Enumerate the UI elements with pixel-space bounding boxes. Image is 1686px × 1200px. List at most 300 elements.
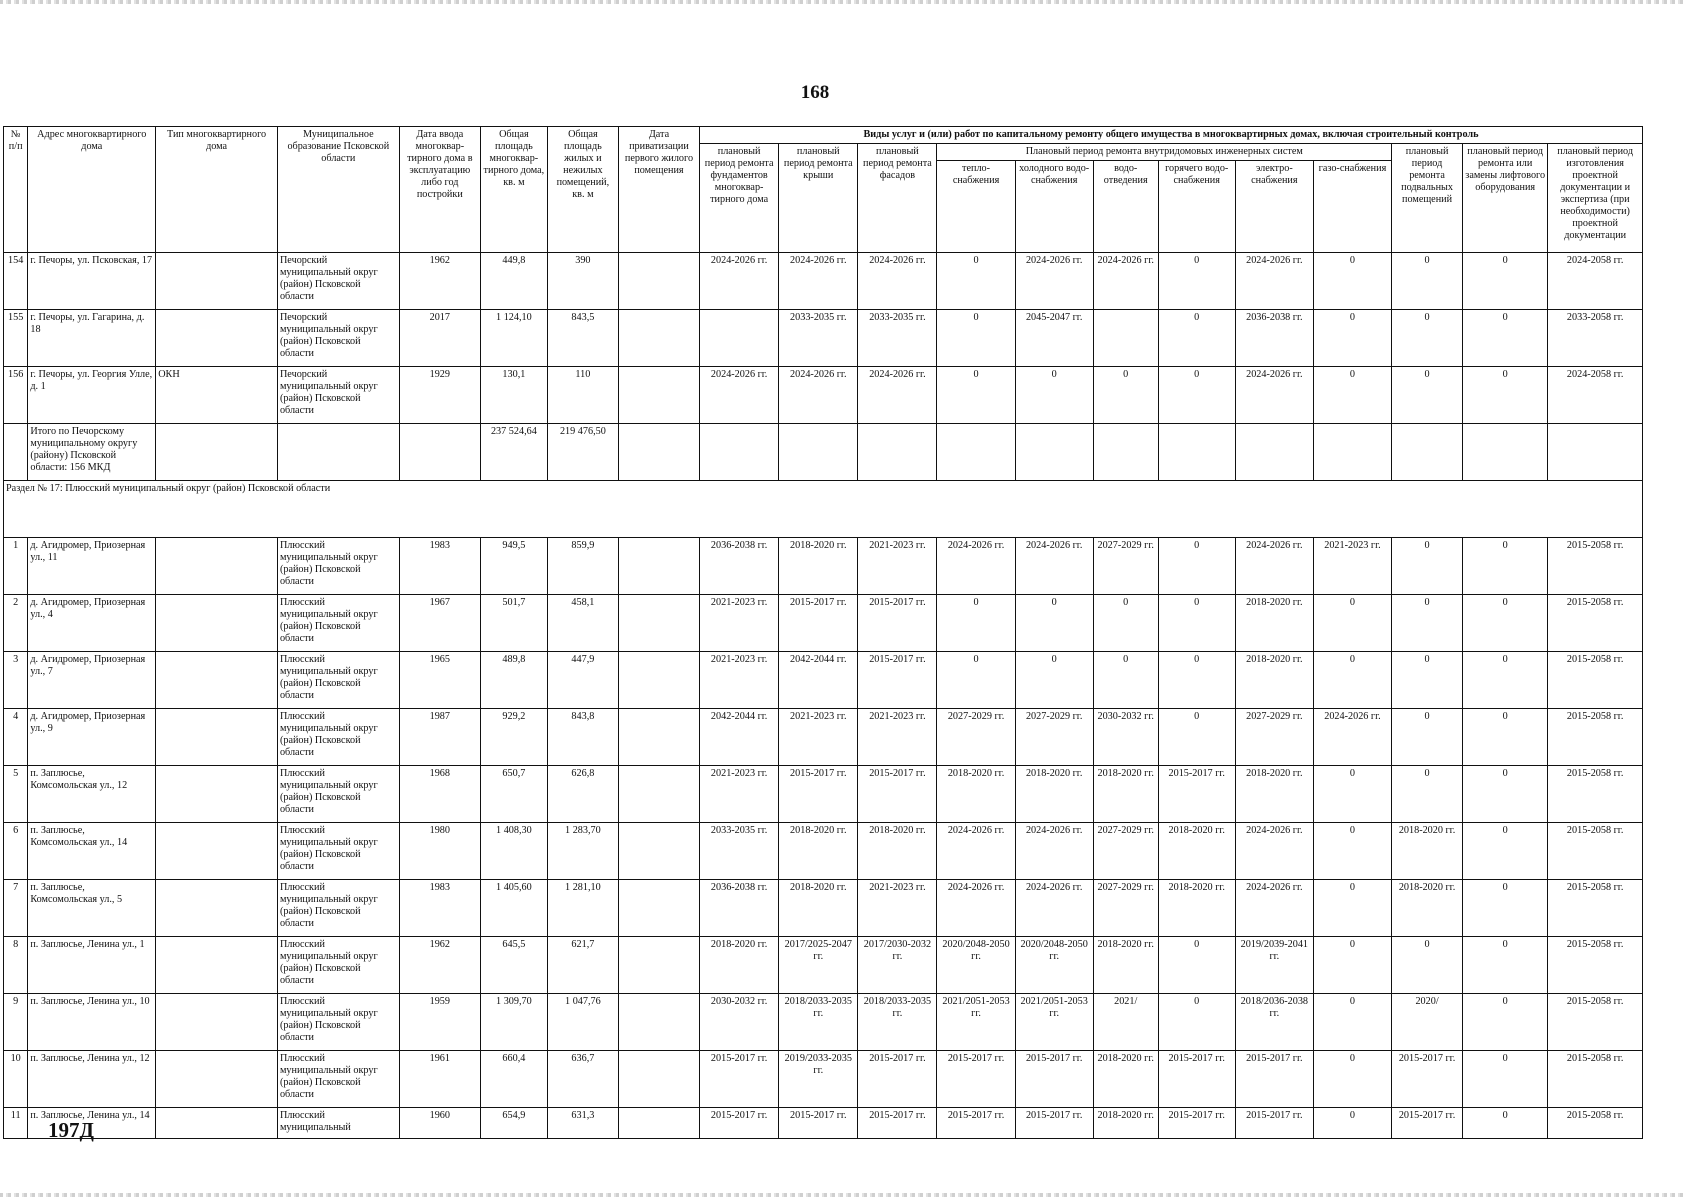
cell-lift: 0 [1463, 1051, 1548, 1108]
cell-lift: 0 [1463, 595, 1548, 652]
cell-lift: 0 [1463, 823, 1548, 880]
cell-heat: 0 [937, 310, 1015, 367]
table-header [4, 127, 1643, 253]
cell-cold-water: 2020/2048-2050 гг. [1015, 937, 1093, 994]
cell-facade: 2015-2017 гг. [858, 1051, 937, 1108]
total-empty-cell [858, 424, 937, 481]
cell-living-area: 1 283,70 [547, 823, 618, 880]
scan-edge-top [0, 0, 1686, 4]
header-total-area: Общая площадь многоквар-тирного дома, кв. м [480, 127, 547, 253]
cell-total-area: 949,5 [480, 538, 547, 595]
cell-roof: 2018-2020 гг. [779, 823, 858, 880]
cell-privatization [618, 880, 699, 937]
cell-type: ОКН [156, 367, 278, 424]
cell-gas: 2024-2026 гг. [1313, 709, 1391, 766]
cell-living-area: 631,3 [547, 1108, 618, 1139]
cell-year: 1965 [399, 652, 480, 709]
cell-municipality: Печорский муниципальный округ (район) Псковской области [277, 310, 399, 367]
cell-cold-water: 0 [1015, 595, 1093, 652]
cell-num: 2 [4, 595, 28, 652]
cell-docs: 2015-2058 гг. [1548, 823, 1643, 880]
cell-electric: 2024-2026 гг. [1235, 538, 1313, 595]
cell-cold-water: 2024-2026 гг. [1015, 880, 1093, 937]
cell-type [156, 766, 278, 823]
cell-foundation [700, 310, 779, 367]
cell-facade: 2015-2017 гг. [858, 1108, 937, 1139]
cell-roof: 2015-2017 гг. [779, 595, 858, 652]
cell-year: 1983 [399, 880, 480, 937]
cell-privatization [618, 823, 699, 880]
cell-electric: 2027-2029 гг. [1235, 709, 1313, 766]
cell-heat: 0 [937, 595, 1015, 652]
cell-lift: 0 [1463, 937, 1548, 994]
cell-electric: 2024-2026 гг. [1235, 880, 1313, 937]
cell-total-area: 1 309,70 [480, 994, 547, 1051]
cell-living-area: 626,8 [547, 766, 618, 823]
cell-type [156, 310, 278, 367]
cell-year: 2017 [399, 310, 480, 367]
cell-foundation: 2030-2032 гг. [700, 994, 779, 1051]
cell-year: 1959 [399, 994, 480, 1051]
cell-living-area: 458,1 [547, 595, 618, 652]
cell-address: д. Агидромер, Приозерная ул., 7 [28, 652, 156, 709]
cell-docs: 2015-2058 гг. [1548, 766, 1643, 823]
cell-electric: 2015-2017 гг. [1235, 1051, 1313, 1108]
cell-facade: 2017/2030-2032 гг. [858, 937, 937, 994]
header-basement: плановый период ремонта подвальных помещений [1392, 144, 1463, 253]
cell-electric: 2018-2020 гг. [1235, 595, 1313, 652]
cell-type [156, 1108, 278, 1139]
cell-num: 156 [4, 367, 28, 424]
cell-gas: 0 [1313, 652, 1391, 709]
total-empty-cell [937, 424, 1015, 481]
cell-roof: 2021-2023 гг. [779, 709, 858, 766]
cell-sewer [1093, 310, 1158, 367]
cell-address: п. Заплюсье, Комсомольская ул., 5 [28, 880, 156, 937]
cell-hot-water: 0 [1158, 652, 1235, 709]
cell-cold-water: 2045-2047 гг. [1015, 310, 1093, 367]
cell-docs: 2015-2058 гг. [1548, 709, 1643, 766]
cell-living-area: 110 [547, 367, 618, 424]
total-empty-cell [1313, 424, 1391, 481]
cell-electric: 2018-2020 гг. [1235, 652, 1313, 709]
cell-foundation: 2036-2038 гг. [700, 538, 779, 595]
cell-gas: 0 [1313, 880, 1391, 937]
cell-num: 1 [4, 538, 28, 595]
cell-facade: 2015-2017 гг. [858, 595, 937, 652]
cell-facade: 2015-2017 гг. [858, 652, 937, 709]
cell-year: 1961 [399, 1051, 480, 1108]
total-row [4, 424, 1643, 481]
cell-basement: 0 [1392, 937, 1463, 994]
cell-privatization [618, 310, 699, 367]
cell-year: 1968 [399, 766, 480, 823]
cell-docs: 2015-2058 гг. [1548, 538, 1643, 595]
table-total-section [4, 424, 1643, 538]
cell-address: д. Агидромер, Приозерная ул., 11 [28, 538, 156, 595]
cell-total-area: 650,7 [480, 766, 547, 823]
cell-roof: 2033-2035 гг. [779, 310, 858, 367]
table-body-pechory [4, 253, 1643, 424]
cell-municipality: Плюсский муниципальный округ (район) Псковской области [277, 595, 399, 652]
cell-municipality: Плюсский муниципальный округ (район) Псковской области [277, 652, 399, 709]
total-empty-cell [1392, 424, 1463, 481]
cell-hot-water: 0 [1158, 994, 1235, 1051]
table-row [4, 253, 1643, 310]
cell-total-area: 130,1 [480, 367, 547, 424]
table-row [4, 766, 1643, 823]
cell-hot-water: 2015-2017 гг. [1158, 1108, 1235, 1139]
table-row [4, 538, 1643, 595]
total-num-cell [4, 424, 28, 481]
total-empty-cell [277, 424, 399, 481]
cell-heat: 0 [937, 253, 1015, 310]
section-title: Раздел № 17: Плюсский муниципальный округ (район) Псковской области [4, 481, 1643, 538]
header-year: Дата ввода многоквар-тирного дома в эксплуатацию либо год постройки [399, 127, 480, 253]
cell-hot-water: 0 [1158, 253, 1235, 310]
total-empty-cell [1093, 424, 1158, 481]
cell-sewer: 2030-2032 гг. [1093, 709, 1158, 766]
cell-electric: 2015-2017 гг. [1235, 1108, 1313, 1139]
cell-facade: 2021-2023 гг. [858, 538, 937, 595]
cell-sewer: 2024-2026 гг. [1093, 253, 1158, 310]
cell-living-area: 1 047,76 [547, 994, 618, 1051]
table-body-plyussa [4, 538, 1643, 1139]
cell-basement: 2015-2017 гг. [1392, 1108, 1463, 1139]
total-empty-cell [1463, 424, 1548, 481]
cell-hot-water: 0 [1158, 937, 1235, 994]
cell-foundation: 2024-2026 гг. [700, 367, 779, 424]
cell-sewer: 2018-2020 гг. [1093, 1051, 1158, 1108]
cell-basement: 2018-2020 гг. [1392, 823, 1463, 880]
cell-living-area: 1 281,10 [547, 880, 618, 937]
cell-year: 1962 [399, 937, 480, 994]
cell-roof: 2018-2020 гг. [779, 538, 858, 595]
cell-gas: 0 [1313, 1051, 1391, 1108]
section-title-row [4, 481, 1643, 538]
header-municipality: Муниципальное образование Псковской области [277, 127, 399, 253]
cell-foundation: 2015-2017 гг. [700, 1051, 779, 1108]
cell-municipality: Плюсский муниципальный округ (район) Псковской области [277, 1051, 399, 1108]
cell-gas: 0 [1313, 994, 1391, 1051]
cell-address: п. Заплюсье, Ленина ул., 1 [28, 937, 156, 994]
cell-hot-water: 0 [1158, 367, 1235, 424]
cell-num: 3 [4, 652, 28, 709]
cell-cold-water: 2021/2051-2053 гг. [1015, 994, 1093, 1051]
cell-electric: 2024-2026 гг. [1235, 253, 1313, 310]
total-empty-cell [779, 424, 858, 481]
cell-electric: 2018/2036-2038 гг. [1235, 994, 1313, 1051]
cell-gas: 0 [1313, 766, 1391, 823]
header-hot-water: горячего водо-снабжения [1158, 161, 1235, 253]
header-docs: плановый период изготовления проектной документации и экспертиза (при необходимости) проектной документации [1548, 144, 1643, 253]
cell-roof: 2015-2017 гг. [779, 1108, 858, 1139]
cell-facade: 2033-2035 гг. [858, 310, 937, 367]
cell-lift: 0 [1463, 1108, 1548, 1139]
cell-year: 1983 [399, 538, 480, 595]
cell-num: 4 [4, 709, 28, 766]
header-type: Тип многоквартирного дома [156, 127, 278, 253]
table-row [4, 880, 1643, 937]
cell-municipality: Плюсский муниципальный округ (район) Псковской области [277, 538, 399, 595]
cell-num: 155 [4, 310, 28, 367]
header-num: № п/п [4, 127, 28, 253]
cell-address: п. Заплюсье, Комсомольская ул., 12 [28, 766, 156, 823]
cell-hot-water: 2018-2020 гг. [1158, 823, 1235, 880]
cell-living-area: 390 [547, 253, 618, 310]
cell-electric: 2024-2026 гг. [1235, 823, 1313, 880]
cell-type [156, 1051, 278, 1108]
cell-docs: 2015-2058 гг. [1548, 880, 1643, 937]
header-living-area: Общая площадь жилых и нежилых помещений, кв. м [547, 127, 618, 253]
table-row [4, 709, 1643, 766]
cell-cold-water: 0 [1015, 652, 1093, 709]
cell-foundation: 2033-2035 гг. [700, 823, 779, 880]
cell-docs: 2015-2058 гг. [1548, 994, 1643, 1051]
cell-privatization [618, 652, 699, 709]
cell-roof: 2017/2025-2047 гг. [779, 937, 858, 994]
cell-basement: 2018-2020 гг. [1392, 880, 1463, 937]
cell-heat: 2024-2026 гг. [937, 538, 1015, 595]
cell-roof: 2019/2033-2035 гг. [779, 1051, 858, 1108]
cell-gas: 0 [1313, 1108, 1391, 1139]
total-empty-cell [156, 424, 278, 481]
cell-num: 11 [4, 1108, 28, 1139]
cell-heat: 2020/2048-2050 гг. [937, 937, 1015, 994]
cell-lift: 0 [1463, 538, 1548, 595]
cell-municipality: Плюсский муниципальный округ (район) Псковской области [277, 823, 399, 880]
total-empty-cell [1548, 424, 1643, 481]
cell-type [156, 880, 278, 937]
cell-sewer: 0 [1093, 367, 1158, 424]
cell-cold-water: 2024-2026 гг. [1015, 253, 1093, 310]
cell-docs: 2015-2058 гг. [1548, 1108, 1643, 1139]
cell-basement: 2020/ [1392, 994, 1463, 1051]
cell-basement: 0 [1392, 538, 1463, 595]
header-cold-water: холодного водо-снабжения [1015, 161, 1093, 253]
cell-sewer: 0 [1093, 652, 1158, 709]
cell-cold-water: 2018-2020 гг. [1015, 766, 1093, 823]
cell-facade: 2021-2023 гг. [858, 880, 937, 937]
cell-cold-water: 2024-2026 гг. [1015, 538, 1093, 595]
cell-electric: 2024-2026 гг. [1235, 367, 1313, 424]
cell-electric: 2036-2038 гг. [1235, 310, 1313, 367]
cell-num: 6 [4, 823, 28, 880]
cell-hot-water: 2018-2020 гг. [1158, 880, 1235, 937]
cell-year: 1960 [399, 1108, 480, 1139]
cell-sewer: 0 [1093, 595, 1158, 652]
page-number: 168 [800, 82, 830, 103]
cell-facade: 2018/2033-2035 гг. [858, 994, 937, 1051]
cell-municipality: Плюсский муниципальный округ (район) Псковской области [277, 880, 399, 937]
table-row [4, 823, 1643, 880]
cell-total-area: 1 408,30 [480, 823, 547, 880]
cell-gas: 0 [1313, 367, 1391, 424]
cell-hot-water: 2015-2017 гг. [1158, 766, 1235, 823]
cell-hot-water: 0 [1158, 595, 1235, 652]
header-sewer: водо-отведения [1093, 161, 1158, 253]
cell-facade: 2021-2023 гг. [858, 709, 937, 766]
cell-roof: 2024-2026 гг. [779, 367, 858, 424]
cell-year: 1962 [399, 253, 480, 310]
cell-total-area: 501,7 [480, 595, 547, 652]
cell-type [156, 538, 278, 595]
cell-foundation: 2018-2020 гг. [700, 937, 779, 994]
cell-municipality: Плюсский муниципальный округ (район) Псковской области [277, 766, 399, 823]
total-empty-cell [399, 424, 480, 481]
header-roof: плановый период ремонта крыши [779, 144, 858, 253]
table-row [4, 310, 1643, 367]
total-empty-cell [1015, 424, 1093, 481]
cell-address: г. Печоры, ул. Гагарина, д. 18 [28, 310, 156, 367]
cell-cold-water: 2015-2017 гг. [1015, 1051, 1093, 1108]
cell-num: 7 [4, 880, 28, 937]
cell-living-area: 447,9 [547, 652, 618, 709]
scan-edge-bottom [0, 1193, 1686, 1197]
cell-type [156, 823, 278, 880]
cell-gas: 0 [1313, 595, 1391, 652]
cell-foundation: 2021-2023 гг. [700, 595, 779, 652]
cell-foundation: 2042-2044 гг. [700, 709, 779, 766]
cell-lift: 0 [1463, 709, 1548, 766]
cell-lift: 0 [1463, 766, 1548, 823]
cell-lift: 0 [1463, 253, 1548, 310]
cell-hot-water: 2015-2017 гг. [1158, 1051, 1235, 1108]
cell-lift: 0 [1463, 367, 1548, 424]
cell-roof: 2015-2017 гг. [779, 766, 858, 823]
cell-num: 10 [4, 1051, 28, 1108]
cell-total-area: 489,8 [480, 652, 547, 709]
header-foundation: плановый период ремонта фундаментов многоквар-тирного дома [700, 144, 779, 253]
cell-privatization [618, 595, 699, 652]
cell-total-area: 645,5 [480, 937, 547, 994]
cell-gas: 0 [1313, 253, 1391, 310]
header-electric: электро-снабжения [1235, 161, 1313, 253]
cell-cold-water: 2027-2029 гг. [1015, 709, 1093, 766]
cell-cold-water: 2015-2017 гг. [1015, 1108, 1093, 1139]
cell-year: 1967 [399, 595, 480, 652]
cell-gas: 2021-2023 гг. [1313, 538, 1391, 595]
cell-heat: 2021/2051-2053 гг. [937, 994, 1015, 1051]
cell-municipality: Печорский муниципальный округ (район) Псковской области [277, 253, 399, 310]
cell-num: 154 [4, 253, 28, 310]
cell-type [156, 595, 278, 652]
cell-type [156, 937, 278, 994]
cell-foundation: 2015-2017 гг. [700, 1108, 779, 1139]
total-empty-cell [700, 424, 779, 481]
table-row [4, 1108, 1643, 1139]
cell-docs: 2024-2058 гг. [1548, 253, 1643, 310]
cell-privatization [618, 253, 699, 310]
cell-roof: 2042-2044 гг. [779, 652, 858, 709]
cell-sewer: 2021/ [1093, 994, 1158, 1051]
cell-foundation: 2021-2023 гг. [700, 766, 779, 823]
cell-privatization [618, 1051, 699, 1108]
table-row [4, 994, 1643, 1051]
cell-address: п. Заплюсье, Ленина ул., 12 [28, 1051, 156, 1108]
cell-num: 8 [4, 937, 28, 994]
header-address: Адрес многоквартирного дома [28, 127, 156, 253]
cell-type [156, 253, 278, 310]
cell-privatization [618, 766, 699, 823]
cell-docs: 2015-2058 гг. [1548, 595, 1643, 652]
cell-foundation: 2024-2026 гг. [700, 253, 779, 310]
cell-heat: 2024-2026 гг. [937, 823, 1015, 880]
cell-facade: 2018-2020 гг. [858, 823, 937, 880]
cell-basement: 2015-2017 гг. [1392, 1051, 1463, 1108]
cell-lift: 0 [1463, 994, 1548, 1051]
cell-basement: 0 [1392, 253, 1463, 310]
cell-year: 1980 [399, 823, 480, 880]
cell-heat: 2015-2017 гг. [937, 1051, 1015, 1108]
cell-sewer: 2027-2029 гг. [1093, 880, 1158, 937]
cell-electric: 2018-2020 гг. [1235, 766, 1313, 823]
header-privatization: Дата приватизации первого жилого помещения [618, 127, 699, 253]
cell-num: 9 [4, 994, 28, 1051]
cell-privatization [618, 367, 699, 424]
total-empty-cell [1235, 424, 1313, 481]
cell-facade: 2015-2017 гг. [858, 766, 937, 823]
cell-sewer: 2027-2029 гг. [1093, 823, 1158, 880]
cell-hot-water: 0 [1158, 709, 1235, 766]
cell-docs: 2015-2058 гг. [1548, 652, 1643, 709]
table-row [4, 595, 1643, 652]
cell-address: г. Печоры, ул. Псковская, 17 [28, 253, 156, 310]
cell-total-area: 660,4 [480, 1051, 547, 1108]
cell-address: п. Заплюсье, Ленина ул., 14 [28, 1108, 156, 1139]
cell-facade: 2024-2026 гг. [858, 367, 937, 424]
cell-gas: 0 [1313, 937, 1391, 994]
cell-total-area: 1 124,10 [480, 310, 547, 367]
cell-cold-water: 0 [1015, 367, 1093, 424]
cell-heat: 2015-2017 гг. [937, 1108, 1015, 1139]
cell-address: д. Агидромер, Приозерная ул., 4 [28, 595, 156, 652]
cell-hot-water: 0 [1158, 310, 1235, 367]
cell-basement: 0 [1392, 709, 1463, 766]
total-label: Итого по Печорскому муниципальному округу (району) Псковской области: 156 МКД [28, 424, 156, 481]
cell-basement: 0 [1392, 766, 1463, 823]
cell-privatization [618, 937, 699, 994]
cell-num: 5 [4, 766, 28, 823]
header-facade: плановый период ремонта фасадов [858, 144, 937, 253]
cell-type [156, 652, 278, 709]
header-lift: плановый период ремонта или замены лифтового оборудования [1463, 144, 1548, 253]
cell-docs: 2033-2058 гг. [1548, 310, 1643, 367]
cell-gas: 0 [1313, 310, 1391, 367]
cell-lift: 0 [1463, 652, 1548, 709]
cell-gas: 0 [1313, 823, 1391, 880]
cell-foundation: 2036-2038 гг. [700, 880, 779, 937]
cell-municipality: Плюсский муниципальный округ (район) Псковской области [277, 937, 399, 994]
cell-sewer: 2018-2020 гг. [1093, 1108, 1158, 1139]
cell-electric: 2019/2039-2041 гг. [1235, 937, 1313, 994]
cell-type [156, 994, 278, 1051]
cell-docs: 2015-2058 гг. [1548, 1051, 1643, 1108]
document-code: 197Д [48, 1118, 94, 1142]
cell-sewer: 2018-2020 гг. [1093, 766, 1158, 823]
cell-living-area: 636,7 [547, 1051, 618, 1108]
total-empty-cell [618, 424, 699, 481]
cell-privatization [618, 1108, 699, 1139]
cell-total-area: 449,8 [480, 253, 547, 310]
cell-basement: 0 [1392, 652, 1463, 709]
capital-repair-table [3, 126, 1643, 1139]
header-engineering-systems: Плановый период ремонта внутридомовых инженерных систем [937, 144, 1392, 161]
table-row [4, 367, 1643, 424]
cell-municipality: Плюсский муниципальный [277, 1108, 399, 1139]
cell-municipality: Печорский муниципальный округ (район) Псковской области [277, 367, 399, 424]
cell-address: п. Заплюсье, Комсомольская ул., 14 [28, 823, 156, 880]
